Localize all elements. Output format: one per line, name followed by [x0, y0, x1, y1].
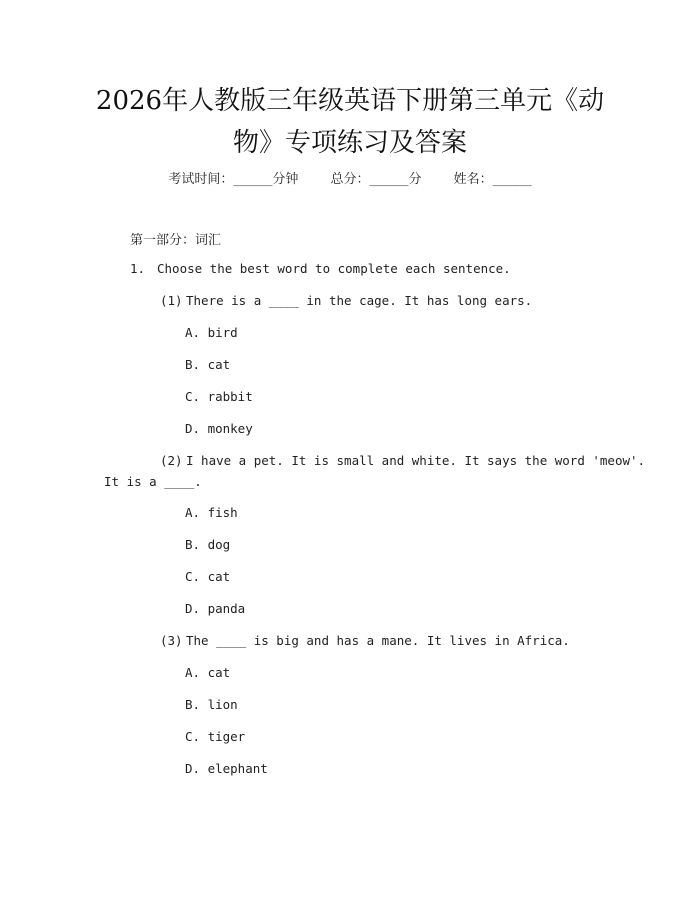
item-text: The ____ is big and has a mane. It lives in Africa. [186, 633, 570, 648]
item-text-continued: It is a ____. [104, 474, 202, 489]
total-score-blank: ______ [369, 172, 409, 187]
item-label: (1) [160, 293, 183, 308]
item-label: (2) [160, 453, 183, 468]
page-title: 2026年人教版三年级英语下册第三单元《动物》专项练习及答案 [95, 86, 605, 158]
option: B. dog [185, 537, 231, 552]
question-prompt: Choose the best word to complete each sentence. [157, 261, 511, 276]
option: A. fish [185, 505, 238, 520]
option: A. cat [185, 665, 231, 680]
total-score-label: 总分： [330, 172, 370, 187]
option: C. cat [185, 569, 231, 584]
section-heading: 第一部分：词汇 [130, 233, 222, 248]
total-score [330, 172, 421, 187]
exam-time-blank: ______ [233, 172, 273, 187]
option: B. lion [185, 697, 238, 712]
student-name-label: 姓名： [453, 172, 493, 187]
exam-time-unit: 分钟 [272, 172, 299, 187]
student-name-blank: ______ [492, 172, 532, 187]
option: A. bird [185, 325, 238, 340]
option: D. panda [185, 601, 246, 616]
option: C. rabbit [185, 389, 253, 404]
exam-time [168, 172, 298, 187]
option: B. cat [185, 357, 231, 372]
exam-info [0, 168, 700, 187]
option: D. monkey [185, 421, 253, 436]
exam-time-label: 考试时间： [168, 172, 234, 187]
item-text: There is a ____ in the cage. It has long ears. [186, 293, 533, 308]
item-label: (3) [160, 633, 183, 648]
option: C. tiger [185, 729, 246, 744]
student-name [454, 172, 532, 187]
option: D. elephant [185, 761, 268, 776]
question-number: 1. [130, 261, 146, 276]
item-text: I have a pet. It is small and white. It says the word 'meow'. [186, 453, 646, 468]
total-score-unit: 分 [408, 172, 422, 187]
